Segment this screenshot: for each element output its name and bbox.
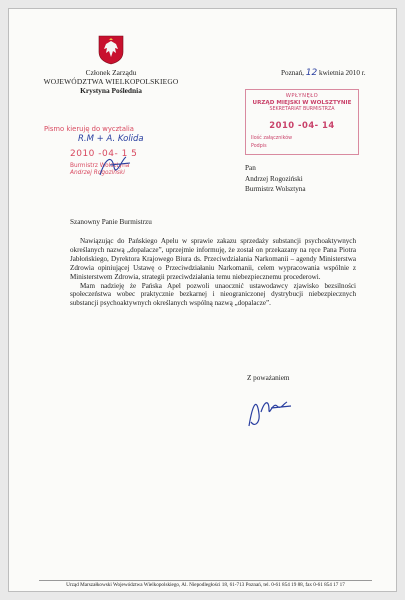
forwarding-stamp-line4: Andrzej Rogoziński (70, 170, 125, 176)
footer-address: Urząd Marszałkowski Województwa Wielkopolskiego, Al. Niepodległości 18, 61-713 Poznań, tel. 0-61 854 19 88, fax 0-61 854 17 17 (66, 582, 345, 588)
coat-of-arms-icon (98, 35, 124, 65)
received-stamp-title: WPŁYNĘŁO (285, 93, 319, 99)
letterhead-role: Członek Zarządu (85, 68, 137, 77)
date-day-handwritten: 12 (305, 68, 318, 78)
footer-divider (39, 580, 372, 581)
forwarding-stamp-handwriting: R.M + A. Kolida (78, 134, 144, 144)
signature-icon (241, 392, 301, 432)
addressee-line: Burmistrz Wolsztyna (245, 185, 306, 193)
addressee-line: Pan (245, 164, 256, 172)
received-stamp-date: 2010 -04- 14 (269, 120, 335, 130)
forwarding-stamp-line1: Pismo kieruję do wycztalia (44, 125, 134, 133)
letter-page (8, 8, 397, 592)
letter-body (70, 237, 356, 308)
letter-date (281, 68, 366, 78)
received-stamp-signature: Podpis (251, 144, 267, 149)
received-stamp-department: SEKRETARIAT BURMISTRZA (269, 107, 335, 112)
forwarding-stamp-date: 2010 -04- 1 5 (70, 149, 138, 159)
letterhead (35, 68, 187, 95)
received-stamp-attachments: Ilość załączników (251, 136, 293, 141)
closing: Z poważaniem (247, 374, 290, 382)
salutation: Szanowny Panie Burmistrzu (70, 218, 152, 226)
letterhead-name: Krystyna Poślednia (80, 86, 142, 95)
initials-signature-icon (96, 153, 136, 179)
addressee-block (245, 163, 306, 195)
received-stamp-office: URZĄD MIEJSKI W WOLSZTYNIE (252, 100, 352, 106)
date-place: Poznań, (281, 69, 306, 77)
body-paragraph: Mam nadzieję że Pańska Apel pozwoli unaocznić ustawodawcy zjawisko bezsilności społeczeństwa wobec praktycznie bezkarnej i nieograniczonej dystrybucji niebezpiecznych substancji psychoaktywnych określanych wspólną nazwą „dopalacze”. (70, 281, 356, 308)
addressee-line: Andrzej Rogoziński (245, 174, 303, 183)
forwarding-stamp-line3: Burmistrz Wolsztyna (70, 163, 130, 169)
received-stamp (245, 89, 359, 155)
body-paragraph: Nawiązując do Pańskiego Apelu w sprawie zakazu sprzedaży substancji psychoaktywnych określanych nazwą „dopalacze”, uprzejmie informuję, że został on przekazany na ręce Pana Piotra Jabłońskiego, Dyrektora Krajowego Biura ds. Przeciwdziałania Narkomanii – agendy Ministerstwa Zdrowia opiniującej Ustawę o Przeciwdziałaniu Narkomanii, celem wypracowania wspólnie z Ministerstwem Zdrowia, strategii przeciwdziałania temu niebezpiecznemu procederowi. (70, 237, 356, 281)
date-rest: kwietnia 2010 r. (317, 69, 366, 77)
letterhead-organization: WOJEWÓDZTWA WIELKOPOLSKIEGO (43, 77, 179, 86)
